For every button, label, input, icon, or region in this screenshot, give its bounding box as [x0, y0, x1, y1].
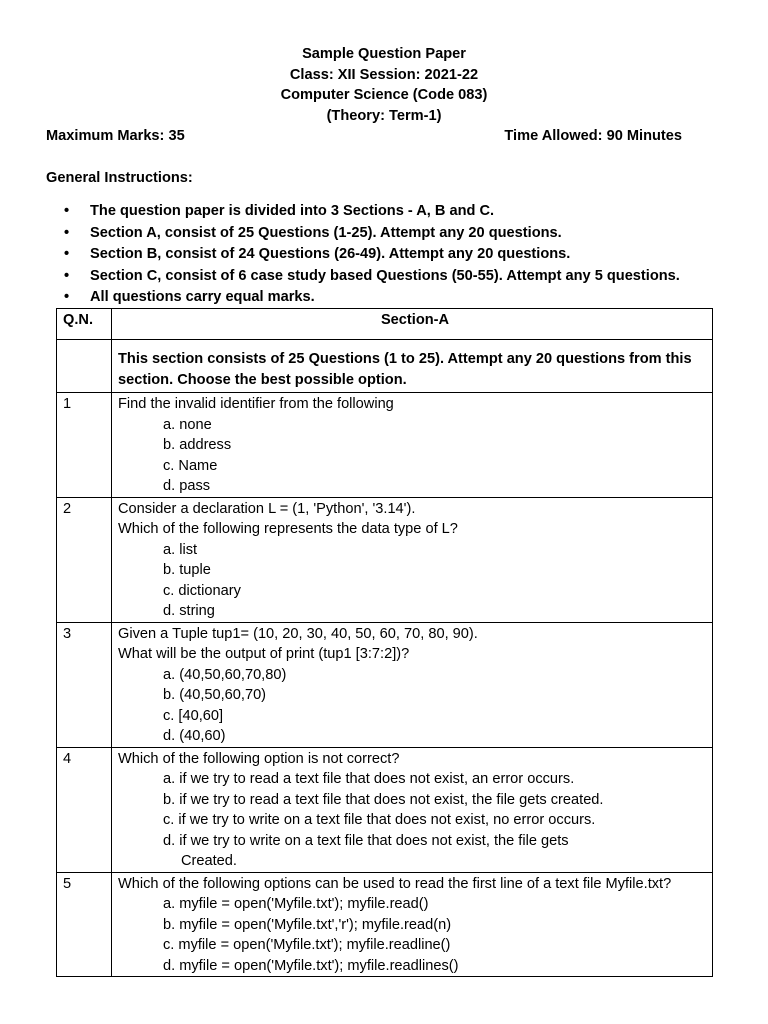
bullet-icon: • — [64, 289, 70, 305]
question-cell — [112, 747, 713, 872]
question-cell — [112, 622, 713, 747]
theory-term: (Theory: Term-1) — [326, 107, 442, 124]
table-row — [57, 622, 713, 747]
question-text: Which of the following options can be used to read the first line of a text file Myfile.txt? — [118, 875, 672, 892]
option-d-continuation: Created. — [181, 853, 237, 869]
question-text: Which of the following option is not correct? — [118, 750, 400, 767]
question-cell — [112, 497, 713, 622]
section-note-line: This section consists of 25 Questions (1 to 25). Attempt any 20 questions from this — [118, 351, 692, 367]
option-c: c. Name — [163, 457, 218, 474]
option-c: c. if we try to write on a text file that does not exist, no error occurs. — [163, 812, 596, 828]
paper-title: Sample Question Paper — [302, 46, 466, 62]
qn-header: Q.N. — [57, 309, 112, 340]
table-row — [57, 747, 713, 872]
instruction-item — [46, 201, 680, 223]
paper-header — [0, 44, 768, 126]
general-instructions-title: General Instructions: — [46, 170, 193, 186]
instruction-text: Section A, consist of 25 Questions (1-25). Attempt any 20 questions. — [90, 224, 562, 241]
instruction-item — [46, 223, 680, 245]
bullet-icon: • — [64, 203, 70, 219]
empty-cell — [57, 340, 112, 393]
option-a: a. list — [163, 541, 198, 558]
question-number: 4 — [57, 747, 112, 872]
question-text: What will be the output of print (tup1 [3:7:2])? — [118, 646, 410, 662]
option-c: c. dictionary — [163, 582, 241, 599]
option-b: b. myfile = open('Myfile.txt','r'); myfile.read(n) — [163, 916, 452, 933]
instruction-item — [46, 244, 680, 266]
instruction-item — [46, 287, 680, 309]
instruction-text: Section B, consist of 24 Questions (26-49). Attempt any 20 questions. — [90, 246, 571, 262]
bullet-icon: • — [64, 246, 70, 262]
question-number: 3 — [57, 622, 112, 747]
class-session: Class: XII Session: 2021-22 — [289, 66, 479, 83]
instruction-text: The question paper is divided into 3 Sections - A, B and C. — [90, 203, 495, 219]
subject-code: Computer Science (Code 083) — [280, 87, 488, 103]
table-row — [57, 872, 713, 977]
question-cell — [112, 872, 713, 977]
option-d: d. myfile = open('Myfile.txt'); myfile.readlines() — [163, 957, 459, 974]
option-c: c. myfile = open('Myfile.txt'); myfile.readline() — [163, 937, 451, 953]
section-note — [112, 340, 713, 393]
table-row — [57, 497, 713, 622]
bullet-icon: • — [64, 224, 70, 241]
table-header-row — [57, 309, 713, 340]
maximum-marks: Maximum Marks: 35 — [46, 128, 185, 144]
question-number: 1 — [57, 393, 112, 498]
question-text: Which of the following represents the data type of L? — [118, 521, 458, 537]
question-cell — [112, 393, 713, 498]
option-a: a. if we try to read a text file that does not exist, an error occurs. — [163, 771, 575, 787]
section-note-line: section. Choose the best possible option. — [118, 371, 407, 388]
option-c: c. [40,60] — [163, 707, 224, 724]
question-text: Given a Tuple tup1= (10, 20, 30, 40, 50, 60, 70, 80, 90). — [118, 625, 478, 642]
option-d: d. if we try to write on a text file that does not exist, the file gets — [163, 832, 569, 849]
option-b: b. tuple — [163, 562, 211, 578]
option-d: d. string — [163, 603, 215, 619]
option-d: d. (40,60) — [163, 728, 226, 744]
option-a: a. myfile = open('Myfile.txt'); myfile.read() — [163, 896, 429, 912]
option-a: a. none — [163, 416, 212, 433]
option-b: b. address — [163, 437, 232, 453]
instruction-item — [46, 266, 680, 288]
instruction-text: Section C, consist of 6 case study based Questions (50-55). Attempt any 5 questions. — [90, 267, 680, 284]
instructions-list — [46, 201, 680, 309]
question-text: Find the invalid identifier from the following — [118, 396, 394, 412]
instruction-text: All questions carry equal marks. — [90, 289, 315, 305]
questions-table — [56, 308, 713, 977]
table-row — [57, 393, 713, 498]
question-number: 5 — [57, 872, 112, 977]
option-d: d. pass — [163, 478, 211, 494]
section-title: Section-A — [112, 309, 713, 340]
option-b: b. if we try to read a text file that does not exist, the file gets created. — [163, 791, 604, 808]
time-allowed: Time Allowed: 90 Minutes — [504, 128, 682, 144]
question-text: Consider a declaration L = (1, 'Python', '3.14'). — [118, 500, 416, 517]
option-a: a. (40,50,60,70,80) — [163, 666, 287, 683]
option-b: b. (40,50,60,70) — [163, 687, 267, 703]
bullet-icon: • — [64, 267, 70, 284]
question-number: 2 — [57, 497, 112, 622]
section-note-row — [57, 340, 713, 393]
